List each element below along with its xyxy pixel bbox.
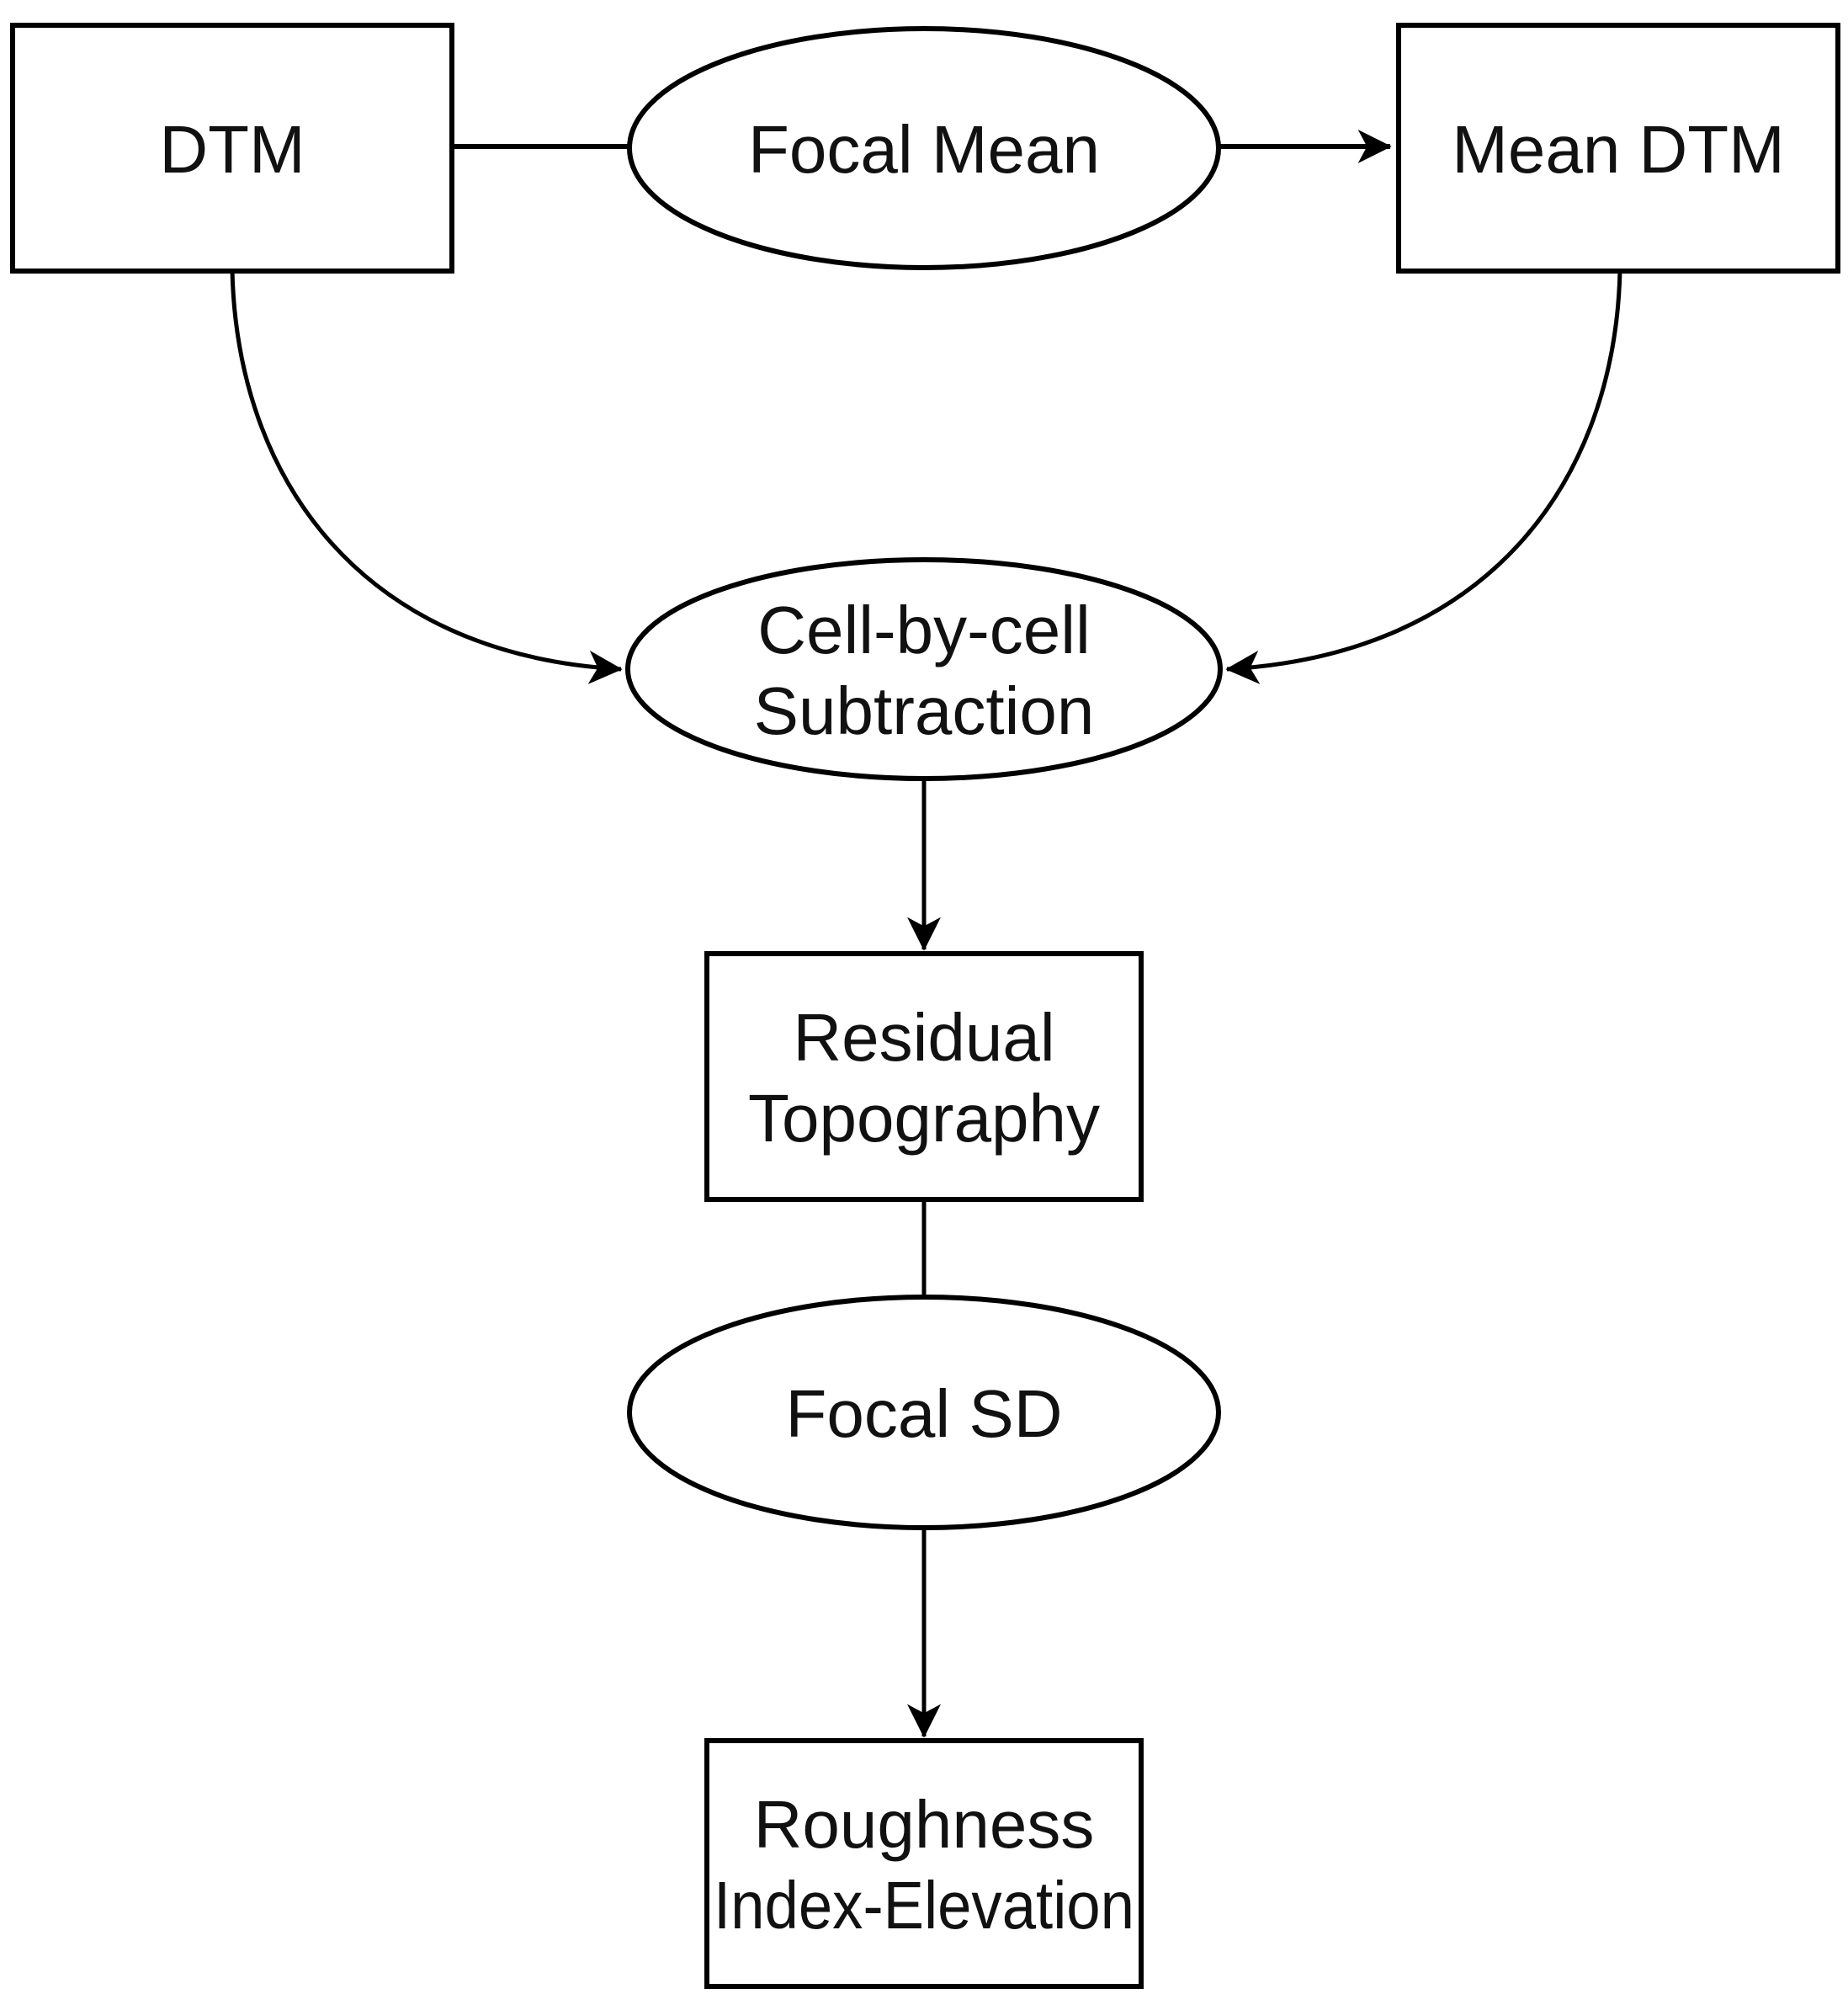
residual-topography-label-line2: Topography bbox=[747, 1081, 1101, 1156]
node-residual-topography bbox=[707, 954, 1141, 1199]
roughness-index-elevation-box bbox=[707, 1741, 1141, 1986]
focal-mean-label: Focal Mean bbox=[748, 112, 1100, 187]
focal-sd-label: Focal SD bbox=[785, 1376, 1063, 1451]
node-cell-by-cell-subtraction bbox=[628, 560, 1220, 779]
mean-dtm-label: Mean DTM bbox=[1452, 112, 1785, 187]
node-dtm bbox=[13, 25, 452, 271]
residual-topography-box bbox=[707, 954, 1141, 1199]
dtm-label: DTM bbox=[159, 112, 305, 187]
edge-mean-dtm-to-subtraction bbox=[1227, 271, 1620, 669]
node-roughness-index-elevation bbox=[707, 1741, 1141, 1986]
cell-by-cell-subtraction-label-line1: Cell-by-cell bbox=[757, 593, 1091, 667]
node-mean-dtm bbox=[1399, 25, 1838, 271]
node-focal-mean bbox=[629, 29, 1219, 268]
roughness-index-elevation-label-line1: Roughness bbox=[753, 1787, 1095, 1862]
node-focal-sd bbox=[629, 1297, 1219, 1528]
cell-by-cell-subtraction-label-line2: Subtraction bbox=[753, 673, 1095, 748]
residual-topography-label-line1: Residual bbox=[793, 1000, 1055, 1075]
edge-dtm-to-subtraction bbox=[232, 271, 621, 669]
roughness-index-elevation-label-line2: Index-Elevation bbox=[714, 1868, 1134, 1943]
